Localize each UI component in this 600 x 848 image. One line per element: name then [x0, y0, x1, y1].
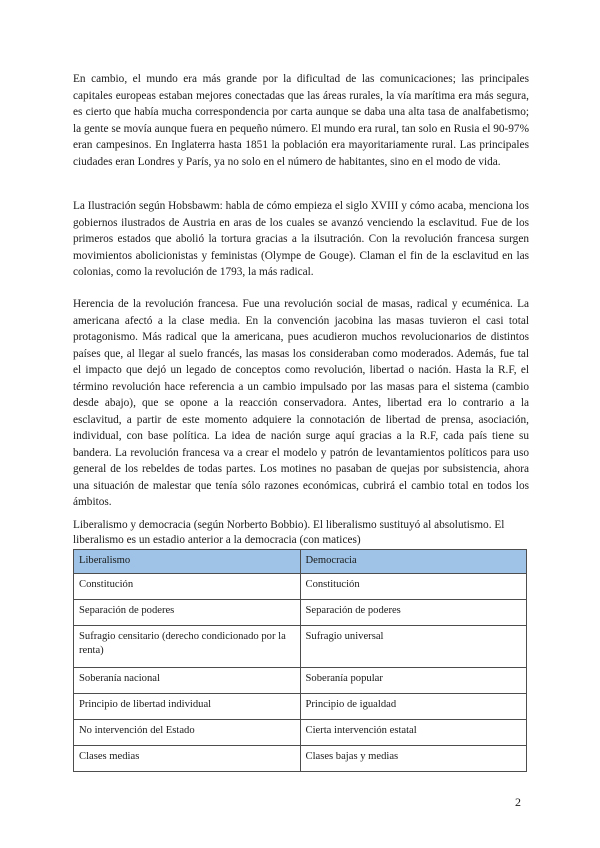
table-row: [74, 626, 527, 668]
table-row: [74, 600, 527, 626]
table-cell: Clases bajas y medias: [300, 746, 527, 772]
table-cell: Cierta intervención estatal: [300, 720, 527, 746]
table-cell: Soberanía nacional: [74, 668, 301, 694]
comparison-table: [73, 549, 527, 772]
table-header-row: [74, 550, 527, 574]
table-row: [74, 668, 527, 694]
header-liberalismo: Liberalismo: [74, 550, 301, 574]
table-cell: Principio de libertad individual: [74, 694, 301, 720]
table-cell: Soberanía popular: [300, 668, 527, 694]
table-caption: Liberalismo y democracia (según Norberto Bobbio). El liberalismo sustituyó al absolutismo. El liberalismo es un estadio anterior a la democracia (con matices): [73, 519, 505, 546]
paragraph-world-comparison: En cambio, el mundo era más grande por la dificultad de las comunicaciones; las principales capitales europeas estaban mejores conectadas que las áreas rurales, la vía marítima era más segura, es cierto que había mucha correspondencia por carta aunque se daba una alta tasa de analfabetismo; la gente se movía aunque fuera en pequeño número. El mundo era rural, tan solo en Rusia el 90-97% eran campesinos. En Inglaterra hasta 1851 la población era mayoritariamente rural. Las principales ciudades eran Londres y París, ya no solo en el número de habitantes, sino en el modo de vida.: [73, 73, 529, 168]
table-cell: Constitución: [300, 574, 527, 600]
page-number: 2: [515, 795, 521, 809]
table-cell: Principio de igualdad: [300, 694, 527, 720]
table-cell: Separación de poderes: [74, 600, 301, 626]
table-row: [74, 694, 527, 720]
table-cell: Clases medias: [74, 746, 301, 772]
paragraph-herencia-revolucion: Herencia de la revolución francesa. Fue una revolución social de masas, radical y ecuménica. La americana afectó a la clase media. En la convención jacobina las masas tuvieron el casi total protagonismo. Más radical que la americana, pues acudieron muchos revolucionarios de distintos países que, al llegar al suelo francés, las masas los consideraban como moderados. Además, fue tal el impacto que dejó un legado de conceptos como revolución, libertad o nación. Hasta la R.F, el término revolución hace referencia a un cambio impulsado por las masas para el sistema (cambio desde abajo), que se opone a la reacción conservadora. Antes, libertad era lo contrario a la esclavitud, a partir de este momento adquiere la connotación de libertad de prensa, asociación, individual, con base política. La idea de nación surge aquí gracias a la R.F, cada país tiene su bandera. La revolución francesa va a crear el modelo y patrón de levantamientos políticos para uso general de los rebeldes de todas partes. Los motines no pasaban de quejas por subsistencia, ahora una situación de malestar que tenía sólo razones económicas, cubrirá el cambio total en todos los ámbitos.: [73, 298, 529, 508]
header-democracia: Democracia: [300, 550, 527, 574]
table-cell: Sufragio universal: [300, 626, 527, 668]
paragraph-ilustracion: La Ilustración según Hobsbawm: habla de cómo empieza el siglo XVIII y cómo acaba, menciona los gobiernos ilustrados de Austria en aras de los cuales se avanzó venciendo la esclavitud. Fue de los primeros estados que abolió la tortura gracias a la ilsutración. Con la revolución francesa surgen movimientos abolicionistas y feministas (Olympe de Gouge). Claman el fin de la esclavitud en las colonias, como la revolución de 1793, la más radical.: [73, 200, 529, 278]
table-row: [74, 574, 527, 600]
table-cell: Sufragio censitario (derecho condicionado por la renta): [74, 626, 301, 668]
table-cell: Separación de poderes: [300, 600, 527, 626]
table-cell: Constitución: [74, 574, 301, 600]
table-row: [74, 720, 527, 746]
table-row: [74, 746, 527, 772]
table-cell: No intervención del Estado: [74, 720, 301, 746]
